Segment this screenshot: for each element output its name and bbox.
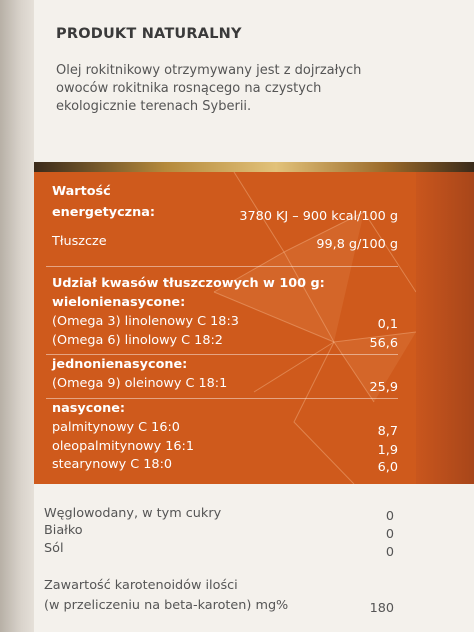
monounsaturated-heading: jednonienasycone: xyxy=(52,357,188,372)
panel-separator xyxy=(46,266,398,267)
protein-value: 0 xyxy=(385,527,394,542)
carotenoids-value: 180 xyxy=(369,601,394,616)
oleopalmitic-label: oleopalmitynowy 16:1 xyxy=(52,439,195,454)
stearic-label: stearynowy C 18:0 xyxy=(52,457,173,472)
box-shadow-edge xyxy=(0,0,38,632)
panel-right-edge xyxy=(416,172,474,484)
omega6-value: 56,6 xyxy=(369,336,398,351)
palmitic-value: 8,7 xyxy=(377,424,398,439)
omega3-value: 0,1 xyxy=(377,317,398,332)
salt-label: Sól xyxy=(44,541,64,556)
product-description: Olej rokitnikowy otrzymywany jest z dojrzałych owoców rokitnika rosnącego na czystych ekologicznie terenach Syberii. xyxy=(56,63,362,114)
carbs-value: 0 xyxy=(385,509,394,524)
omega9-label: (Omega 9) oleinowy C 18:1 xyxy=(52,376,228,391)
omega6-label: (Omega 6) linolowy C 18:2 xyxy=(52,333,223,348)
saturated-heading: nasycone: xyxy=(52,401,125,416)
carbs-label: Węglowodany, w tym cukry xyxy=(44,506,222,521)
carotenoids-label-line1: Zawartość karotenoidów ilości xyxy=(44,578,238,593)
oleopalmitic-value: 1,9 xyxy=(377,443,398,458)
salt-value: 0 xyxy=(385,545,394,560)
energy-label-line1: Wartość xyxy=(52,184,111,199)
acids-heading: Udział kwasów tłuszczowych w 100 g: xyxy=(52,276,325,291)
protein-label: Białko xyxy=(44,523,83,538)
palmitic-label: palmitynowy C 16:0 xyxy=(52,420,180,435)
fat-value: 99,8 g/100 g xyxy=(316,237,398,252)
energy-value: 3780 KJ – 900 kcal/100 g xyxy=(239,209,398,224)
panel-separator xyxy=(46,354,398,355)
omega3-label: (Omega 3) linolenowy C 18:3 xyxy=(52,314,239,329)
polyunsaturated-heading: wielonienasycone: xyxy=(52,295,186,310)
omega9-value: 25,9 xyxy=(369,380,398,395)
panel-separator xyxy=(46,398,398,399)
stearic-value: 6,0 xyxy=(377,460,398,475)
product-title: PRODUKT NATURALNY xyxy=(56,26,242,42)
carotenoids-label-line2: (w przeliczeniu na beta-karoten) mg% xyxy=(44,598,289,613)
energy-label-line2: energetyczna: xyxy=(52,205,155,220)
gold-divider xyxy=(34,162,474,172)
fat-label: Tłuszcze xyxy=(52,234,107,249)
